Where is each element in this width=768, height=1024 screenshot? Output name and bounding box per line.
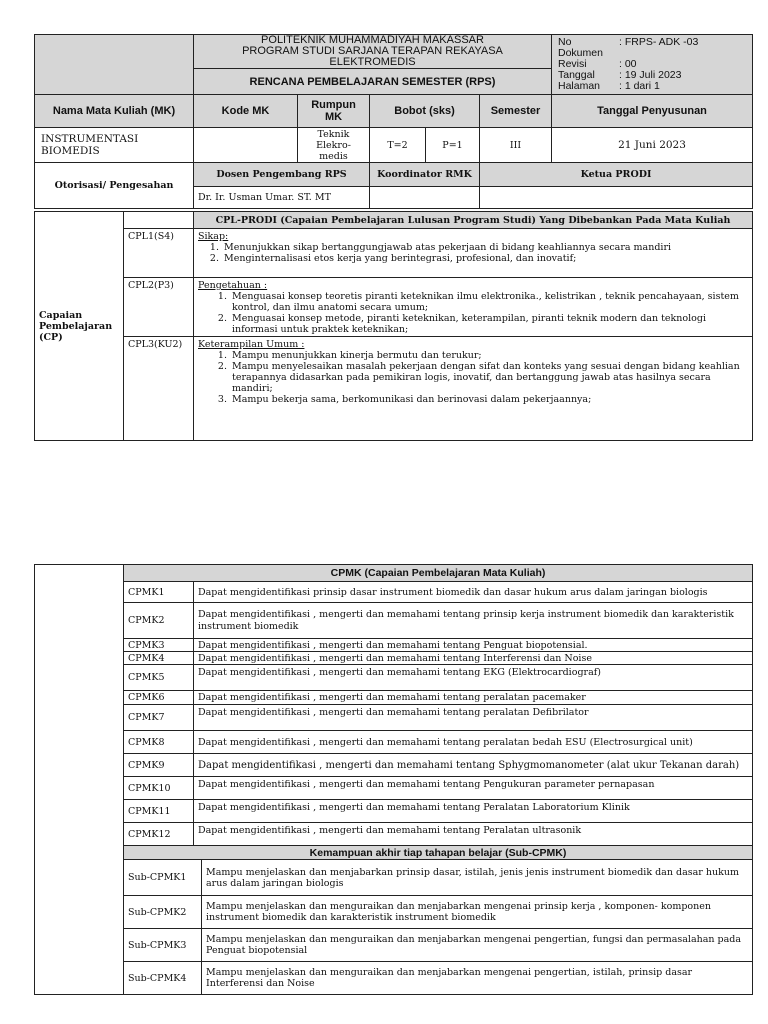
cpmk-text: Dapat mengidentifikasi , mengerti dan memahami tentang Peralatan ultrasonik <box>194 823 753 846</box>
subcpmk-header: Kemampuan akhir tiap tahapan belajar (Sub-CPMK) <box>124 846 753 860</box>
cpl-content <box>194 229 753 278</box>
cpmk-text: Dapat mengidentifikasi , mengerti dan memahami tentang Penguat biopotensial. <box>194 639 753 652</box>
header-semester: Semester <box>480 95 552 128</box>
cpmk-code: CPMK8 <box>124 731 194 754</box>
cpl-item: 3. Mampu bekerja sama, berkomunikasi dan berinovasi dalam pekerjaannya; <box>230 394 748 405</box>
cpl-items <box>198 291 748 335</box>
cpmk-code: CPMK9 <box>124 754 194 777</box>
institution-cell <box>194 35 552 69</box>
subcpmk-code: Sub-CPMK3 <box>124 929 202 962</box>
cpmk-text: Dapat mengidentifikasi prinsip dasar instrument biomedik dan dasar hukum arus dalam jaringan biologis <box>194 582 753 603</box>
meta-row: No Dokumen : FRPS- ADK -03 <box>558 36 699 59</box>
kaprodi-header: Ketua PRODI <box>480 163 753 187</box>
header-rumpun-mk: Rumpun MK <box>298 95 370 128</box>
cpl-header-blank <box>124 212 194 229</box>
document-meta <box>552 35 753 95</box>
cpmk-code: CPMK11 <box>124 800 194 823</box>
cpmk-code: CPMK1 <box>124 582 194 603</box>
subcpmk-code: Sub-CPMK4 <box>124 962 202 995</box>
cpl-item: 2. Menguasai konsep metode, piranti keteknikan, keterampilan, piranti teknik modern dan teknologi informasi untuk praktek keteknikan; <box>230 313 748 335</box>
cpl-code: CPL3(KU2) <box>124 337 194 441</box>
subcpmk-text: Mampu menjelaskan dan menguraikan dan menjabarkan mengenai prinsip kerja , komponen- komponen instrument biomedik dan karakteristik instrument biomedik <box>202 896 753 929</box>
cpmk-text: Dapat mengidentifikasi , mengerti dan memahami tentang peralatan Defibrilator <box>194 705 753 731</box>
cpmk-text: Dapat mengidentifikasi , mengerti dan memahami tentang Sphygmomanometer (alat ukur Tekanan darah) <box>194 754 753 777</box>
cpl-content <box>194 278 753 337</box>
meta-row: Tanggal : 19 Juli 2023 <box>558 69 682 81</box>
course-sks-p: P=1 <box>426 128 480 163</box>
cpmk-text: Dapat mengidentifikasi , mengerti dan memahami tentang prinsip kerja instrument biomedik dan karakteristik instrument biomedik <box>194 603 753 639</box>
cpmk-left-blank <box>35 565 124 995</box>
cpl-items <box>198 242 748 264</box>
cpmk-code: CPMK12 <box>124 823 194 846</box>
kaprodi-name <box>480 187 753 209</box>
cpmk-code: CPMK3 <box>124 639 194 652</box>
dosen-header: Dosen Pengembang RPS <box>194 163 370 187</box>
cpl-heading: Sikap: <box>198 231 229 242</box>
cpmk-text: Dapat mengidentifikasi , mengerti dan memahami tentang peralatan pacemaker <box>194 691 753 705</box>
header-kode-mk: Kode MK <box>194 95 298 128</box>
cpl-header: CPL-PRODI (Capaian Pembelajaran Lulusan Program Studi) Yang Dibebankan Pada Mata Kuliah <box>194 212 753 229</box>
document-title: RENCANA PEMBELAJARAN SEMESTER (RPS) <box>194 69 552 95</box>
cpmk-code: CPMK5 <box>124 665 194 691</box>
cpl-item: 2. Mampu menyelesaikan masalah pekerjaan dengan sifat dan konteks yang sesuai dengan bidang keahlian terapannya didasarkan pada pemikiran logis, inovatif, dan bertanggung jawab atas hasilnya secara mandiri; <box>230 361 748 394</box>
header-bobot: Bobot (sks) <box>370 95 480 128</box>
header-blank-cell <box>35 35 194 95</box>
subcpmk-code: Sub-CPMK1 <box>124 860 202 896</box>
cpl-items <box>198 350 748 405</box>
course-rumpun: Teknik Elekro-medis <box>298 128 370 163</box>
header-tanggal: Tanggal Penyusunan <box>552 95 753 128</box>
cpl-code: CPL2(P3) <box>124 278 194 337</box>
cpmk-text: Dapat mengidentifikasi , mengerti dan memahami tentang peralatan bedah ESU (Electrosurgical unit) <box>194 731 753 754</box>
course-date: 21 Juni 2023 <box>552 128 753 163</box>
cpl-item: 1. Mampu menunjukkan kinerja bermutu dan terukur; <box>230 350 748 361</box>
rps-header-table <box>34 34 753 209</box>
subcpmk-text: Mampu menjelaskan dan menguraikan dan menjabarkan mengenai pengertian, istilah, prinsip dasar Interferensi dan Noise <box>202 962 753 995</box>
cp-label: Capaian Pembelajaran (CP) <box>35 212 124 441</box>
koordinator-name <box>370 187 480 209</box>
cpl-heading: Pengetahuan : <box>198 280 268 291</box>
meta-row: Revisi : 00 <box>558 58 637 70</box>
cpmk-text: Dapat mengidentifikasi , mengerti dan memahami tentang Interferensi dan Noise <box>194 652 753 665</box>
course-semester: III <box>480 128 552 163</box>
cpmk-text: Dapat mengidentifikasi , mengerti dan memahami tentang EKG (Elektrocardiograf) <box>194 665 753 691</box>
cpl-item: 1. Menguasai konsep teoretis piranti keteknikan ilmu elektronika., kelistrikan , teknik pencahayaan, sistem kontrol, dan ilmu anatomi secara umum; <box>230 291 748 313</box>
program-name: PROGRAM STUDI SARJANA TERAPAN REKAYASA ELEKTROMEDIS <box>242 45 503 68</box>
course-code <box>194 128 298 163</box>
cp-table <box>34 211 753 441</box>
cpmk-code: CPMK10 <box>124 777 194 800</box>
subcpmk-code: Sub-CPMK2 <box>124 896 202 929</box>
otorisasi-label: Otorisasi/ Pengesahan <box>35 163 194 209</box>
cpmk-text: Dapat mengidentifikasi , mengerti dan memahami tentang Peralatan Laboratorium Klinik <box>194 800 753 823</box>
course-name: INSTRUMENTASI BIOMEDIS <box>35 128 194 163</box>
cpmk-text: Dapat mengidentifikasi , mengerti dan memahami tentang Pengukuran parameter pernapasan <box>194 777 753 800</box>
subcpmk-text: Mampu menjelaskan dan menjabarkan prinsip dasar, istilah, jenis jenis instrument biomedik dan dasar hukum arus dalam jaringan biologis <box>202 860 753 896</box>
koordinator-header: Koordinator RMK <box>370 163 480 187</box>
subcpmk-text: Mampu menjelaskan dan menguraikan dan menjabarkan mengenai pengertian, fungsi dan permasalahan pada Penguat biopotensial <box>202 929 753 962</box>
cpmk-table <box>34 564 753 995</box>
cpl-content <box>194 337 753 441</box>
cpmk-code: CPMK7 <box>124 705 194 731</box>
cpmk-code: CPMK2 <box>124 603 194 639</box>
cpl-item: 1. Menunjukkan sikap bertanggungjawab atas pekerjaan di bidang keahliannya secara mandiri <box>222 242 748 253</box>
cpmk-code: CPMK4 <box>124 652 194 665</box>
cpmk-header: CPMK (Capaian Pembelajaran Mata Kuliah) <box>124 565 753 582</box>
cpmk-code: CPMK6 <box>124 691 194 705</box>
dosen-name: Dr. Ir. Usman Umar. ST. MT <box>194 187 370 209</box>
meta-row: Halaman : 1 dari 1 <box>558 80 660 92</box>
cpl-heading: Keterampilan Umum : <box>198 339 305 350</box>
institution-name: POLITEKNIK MUHAMMADIYAH MAKASSAR <box>261 34 484 46</box>
cpl-code: CPL1(S4) <box>124 229 194 278</box>
header-nama-mk: Nama Mata Kuliah (MK) <box>35 95 194 128</box>
cpl-item: 2. Menginternalisasi etos kerja yang berintegrasi, profesional, dan inovatif; <box>222 253 748 264</box>
course-sks-t: T=2 <box>370 128 426 163</box>
